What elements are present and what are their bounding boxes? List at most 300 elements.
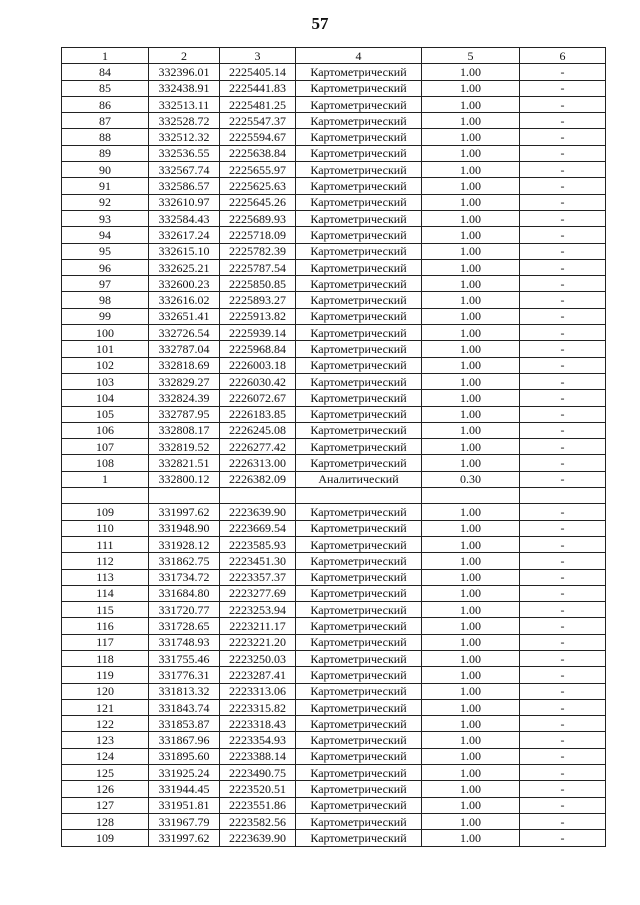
note-cell: - — [520, 406, 606, 422]
y-coordinate-cell: 2223357.37 — [220, 569, 296, 585]
accuracy-cell: 1.00 — [422, 178, 520, 194]
page-number: 57 — [311, 14, 329, 33]
table-row — [62, 488, 606, 504]
method-cell: Картометрический — [296, 243, 422, 259]
x-coordinate-cell: 332818.69 — [149, 357, 220, 373]
point-number-cell: 119 — [62, 667, 149, 683]
table-row — [62, 765, 606, 781]
table-row — [62, 781, 606, 797]
x-coordinate-cell: 332651.41 — [149, 308, 220, 324]
table-row — [62, 178, 606, 194]
table-row — [62, 390, 606, 406]
header-cell-6: 6 — [520, 48, 606, 64]
accuracy-cell: 1.00 — [422, 781, 520, 797]
note-cell: - — [520, 373, 606, 389]
accuracy-cell: 1.00 — [422, 732, 520, 748]
method-cell: Картометрический — [296, 683, 422, 699]
method-cell: Картометрический — [296, 373, 422, 389]
note-cell: - — [520, 439, 606, 455]
method-cell: Картометрический — [296, 455, 422, 471]
note-cell: - — [520, 292, 606, 308]
note-cell: - — [520, 390, 606, 406]
y-coordinate-cell: 2223585.93 — [220, 536, 296, 552]
method-cell: Картометрический — [296, 585, 422, 601]
note-cell: - — [520, 667, 606, 683]
point-number-cell: 92 — [62, 194, 149, 210]
method-cell: Картометрический — [296, 618, 422, 634]
accuracy-cell: 1.00 — [422, 227, 520, 243]
accuracy-cell: 1.00 — [422, 618, 520, 634]
table-row — [62, 520, 606, 536]
table-row — [62, 194, 606, 210]
note-cell: - — [520, 683, 606, 699]
point-number-cell: 120 — [62, 683, 149, 699]
note-cell: - — [520, 553, 606, 569]
accuracy-cell: 1.00 — [422, 341, 520, 357]
y-coordinate-cell: 2223221.20 — [220, 634, 296, 650]
method-cell: Картометрический — [296, 96, 422, 112]
accuracy-cell: 1.00 — [422, 667, 520, 683]
method-cell: Картометрический — [296, 276, 422, 292]
table-row — [62, 602, 606, 618]
method-cell: Картометрический — [296, 813, 422, 829]
accuracy-cell: 1.00 — [422, 439, 520, 455]
point-number-cell: 87 — [62, 113, 149, 129]
note-cell: - — [520, 162, 606, 178]
note-cell: - — [520, 422, 606, 438]
table-row — [62, 373, 606, 389]
y-coordinate-cell: 2225968.84 — [220, 341, 296, 357]
x-coordinate-cell: 331867.96 — [149, 732, 220, 748]
table-row — [62, 422, 606, 438]
table-row — [62, 471, 606, 487]
x-coordinate-cell: 331895.60 — [149, 748, 220, 764]
x-coordinate-cell: 331755.46 — [149, 650, 220, 666]
accuracy-cell: 1.00 — [422, 243, 520, 259]
table-body — [62, 64, 606, 846]
note-cell: - — [520, 569, 606, 585]
table-row — [62, 732, 606, 748]
accuracy-cell: 1.00 — [422, 80, 520, 96]
method-cell: Картометрический — [296, 406, 422, 422]
accuracy-cell: 1.00 — [422, 194, 520, 210]
note-cell: - — [520, 145, 606, 161]
table-row — [62, 699, 606, 715]
accuracy-cell: 1.00 — [422, 292, 520, 308]
method-cell: Картометрический — [296, 634, 422, 650]
accuracy-cell: 1.00 — [422, 325, 520, 341]
method-cell: Картометрический — [296, 716, 422, 732]
point-number-cell: 121 — [62, 699, 149, 715]
x-coordinate-cell: 332829.27 — [149, 373, 220, 389]
table-row — [62, 276, 606, 292]
note-cell: - — [520, 64, 606, 80]
note-cell — [520, 488, 606, 504]
x-coordinate-cell: 332821.51 — [149, 455, 220, 471]
y-coordinate-cell: 2223354.93 — [220, 732, 296, 748]
y-coordinate-cell: 2223388.14 — [220, 748, 296, 764]
note-cell: - — [520, 96, 606, 112]
y-coordinate-cell: 2223318.43 — [220, 716, 296, 732]
accuracy-cell: 1.00 — [422, 683, 520, 699]
table-row — [62, 536, 606, 552]
method-cell: Картометрический — [296, 227, 422, 243]
point-number-cell: 122 — [62, 716, 149, 732]
point-number-cell: 97 — [62, 276, 149, 292]
x-coordinate-cell: 332512.32 — [149, 129, 220, 145]
y-coordinate-cell: 2223315.82 — [220, 699, 296, 715]
x-coordinate-cell: 331944.45 — [149, 781, 220, 797]
accuracy-cell: 1.00 — [422, 569, 520, 585]
method-cell: Картометрический — [296, 64, 422, 80]
table-row — [62, 618, 606, 634]
table-row — [62, 683, 606, 699]
accuracy-cell: 1.00 — [422, 520, 520, 536]
point-number-cell: 89 — [62, 145, 149, 161]
x-coordinate-cell: 331728.65 — [149, 618, 220, 634]
point-number-cell: 105 — [62, 406, 149, 422]
y-coordinate-cell: 2223582.56 — [220, 813, 296, 829]
y-coordinate-cell: 2223253.94 — [220, 602, 296, 618]
x-coordinate-cell: 332787.95 — [149, 406, 220, 422]
note-cell: - — [520, 536, 606, 552]
y-coordinate-cell: 2226030.42 — [220, 373, 296, 389]
note-cell: - — [520, 781, 606, 797]
note-cell: - — [520, 178, 606, 194]
table-row — [62, 667, 606, 683]
accuracy-cell: 1.00 — [422, 585, 520, 601]
y-coordinate-cell: 2223639.90 — [220, 830, 296, 846]
table-row — [62, 830, 606, 846]
point-number-cell: 91 — [62, 178, 149, 194]
note-cell: - — [520, 357, 606, 373]
note-cell: - — [520, 520, 606, 536]
point-number-cell: 128 — [62, 813, 149, 829]
y-coordinate-cell: 2225655.97 — [220, 162, 296, 178]
point-number-cell: 116 — [62, 618, 149, 634]
point-number-cell: 111 — [62, 536, 149, 552]
table-row — [62, 797, 606, 813]
method-cell: Картометрический — [296, 667, 422, 683]
x-coordinate-cell: 331925.24 — [149, 765, 220, 781]
x-coordinate-cell: 332617.24 — [149, 227, 220, 243]
method-cell: Картометрический — [296, 341, 422, 357]
x-coordinate-cell: 331928.12 — [149, 536, 220, 552]
accuracy-cell: 0.30 — [422, 471, 520, 487]
point-number-cell: 104 — [62, 390, 149, 406]
method-cell: Картометрический — [296, 113, 422, 129]
method-cell: Картометрический — [296, 308, 422, 324]
accuracy-cell: 1.00 — [422, 553, 520, 569]
table-row — [62, 341, 606, 357]
table-row — [62, 129, 606, 145]
method-cell: Картометрический — [296, 259, 422, 275]
point-number-cell: 88 — [62, 129, 149, 145]
point-number-cell: 98 — [62, 292, 149, 308]
point-number-cell: 94 — [62, 227, 149, 243]
point-number-cell: 117 — [62, 634, 149, 650]
table-row — [62, 553, 606, 569]
table-header — [62, 48, 606, 64]
note-cell: - — [520, 129, 606, 145]
y-coordinate-cell: 2223313.06 — [220, 683, 296, 699]
point-number-cell: 93 — [62, 210, 149, 226]
x-coordinate-cell: 332438.91 — [149, 80, 220, 96]
x-coordinate-cell: 332625.21 — [149, 259, 220, 275]
x-coordinate-cell: 332586.57 — [149, 178, 220, 194]
coordinates-table — [61, 47, 606, 847]
accuracy-cell: 1.00 — [422, 699, 520, 715]
y-coordinate-cell: 2226245.08 — [220, 422, 296, 438]
x-coordinate-cell: 331997.62 — [149, 830, 220, 846]
accuracy-cell: 1.00 — [422, 797, 520, 813]
note-cell: - — [520, 210, 606, 226]
point-number-cell: 103 — [62, 373, 149, 389]
y-coordinate-cell: 2225939.14 — [220, 325, 296, 341]
y-coordinate-cell: 2223490.75 — [220, 765, 296, 781]
accuracy-cell: 1.00 — [422, 390, 520, 406]
point-number-cell: 96 — [62, 259, 149, 275]
table-row — [62, 259, 606, 275]
method-cell: Картометрический — [296, 439, 422, 455]
point-number-cell: 85 — [62, 80, 149, 96]
y-coordinate-cell — [220, 488, 296, 504]
x-coordinate-cell: 332616.02 — [149, 292, 220, 308]
note-cell: - — [520, 699, 606, 715]
y-coordinate-cell: 2223520.51 — [220, 781, 296, 797]
method-cell: Картометрический — [296, 650, 422, 666]
x-coordinate-cell: 332824.39 — [149, 390, 220, 406]
method-cell: Картометрический — [296, 194, 422, 210]
y-coordinate-cell: 2225689.93 — [220, 210, 296, 226]
x-coordinate-cell: 331951.81 — [149, 797, 220, 813]
x-coordinate-cell: 331734.72 — [149, 569, 220, 585]
y-coordinate-cell: 2225913.82 — [220, 308, 296, 324]
y-coordinate-cell: 2226313.00 — [220, 455, 296, 471]
header-cell-5: 5 — [422, 48, 520, 64]
y-coordinate-cell: 2225718.09 — [220, 227, 296, 243]
note-cell: - — [520, 830, 606, 846]
table-row — [62, 504, 606, 520]
method-cell: Аналитический — [296, 471, 422, 487]
table-row — [62, 80, 606, 96]
x-coordinate-cell: 332528.72 — [149, 113, 220, 129]
table-row — [62, 569, 606, 585]
y-coordinate-cell: 2223451.30 — [220, 553, 296, 569]
x-coordinate-cell: 332726.54 — [149, 325, 220, 341]
table-row — [62, 96, 606, 112]
y-coordinate-cell: 2223639.90 — [220, 504, 296, 520]
header-cell-1: 1 — [62, 48, 149, 64]
point-number-cell: 100 — [62, 325, 149, 341]
accuracy-cell: 1.00 — [422, 308, 520, 324]
x-coordinate-cell: 331862.75 — [149, 553, 220, 569]
header-cell-2: 2 — [149, 48, 220, 64]
method-cell: Картометрический — [296, 162, 422, 178]
y-coordinate-cell: 2223250.03 — [220, 650, 296, 666]
method-cell: Картометрический — [296, 129, 422, 145]
table-row — [62, 64, 606, 80]
y-coordinate-cell: 2225638.84 — [220, 145, 296, 161]
accuracy-cell: 1.00 — [422, 422, 520, 438]
note-cell: - — [520, 455, 606, 471]
table-row — [62, 243, 606, 259]
accuracy-cell: 1.00 — [422, 748, 520, 764]
x-coordinate-cell: 332567.74 — [149, 162, 220, 178]
x-coordinate-cell: 332787.04 — [149, 341, 220, 357]
x-coordinate-cell: 331720.77 — [149, 602, 220, 618]
x-coordinate-cell: 331776.31 — [149, 667, 220, 683]
point-number-cell: 113 — [62, 569, 149, 585]
point-number-cell — [62, 488, 149, 504]
y-coordinate-cell: 2226003.18 — [220, 357, 296, 373]
note-cell: - — [520, 243, 606, 259]
table-row — [62, 634, 606, 650]
x-coordinate-cell: 332584.43 — [149, 210, 220, 226]
method-cell: Картометрический — [296, 830, 422, 846]
point-number-cell: 95 — [62, 243, 149, 259]
y-coordinate-cell: 2225481.25 — [220, 96, 296, 112]
x-coordinate-cell: 332610.97 — [149, 194, 220, 210]
header-cell-4: 4 — [296, 48, 422, 64]
x-coordinate-cell: 332396.01 — [149, 64, 220, 80]
accuracy-cell: 1.00 — [422, 455, 520, 471]
note-cell: - — [520, 227, 606, 243]
method-cell: Картометрический — [296, 781, 422, 797]
accuracy-cell — [422, 488, 520, 504]
y-coordinate-cell: 2226072.67 — [220, 390, 296, 406]
method-cell: Картометрический — [296, 145, 422, 161]
method-cell: Картометрический — [296, 422, 422, 438]
x-coordinate-cell: 332808.17 — [149, 422, 220, 438]
point-number-cell: 102 — [62, 357, 149, 373]
table-row — [62, 406, 606, 422]
method-cell: Картометрический — [296, 797, 422, 813]
x-coordinate-cell: 332600.23 — [149, 276, 220, 292]
accuracy-cell: 1.00 — [422, 716, 520, 732]
x-coordinate-cell: 331853.87 — [149, 716, 220, 732]
method-cell: Картометрический — [296, 80, 422, 96]
table-row — [62, 292, 606, 308]
note-cell: - — [520, 276, 606, 292]
point-number-cell: 1 — [62, 471, 149, 487]
x-coordinate-cell: 331967.79 — [149, 813, 220, 829]
table-row — [62, 650, 606, 666]
table-row — [62, 716, 606, 732]
note-cell: - — [520, 471, 606, 487]
accuracy-cell: 1.00 — [422, 406, 520, 422]
method-cell: Картометрический — [296, 325, 422, 341]
y-coordinate-cell: 2225850.85 — [220, 276, 296, 292]
method-cell: Картометрический — [296, 210, 422, 226]
accuracy-cell: 1.00 — [422, 634, 520, 650]
accuracy-cell: 1.00 — [422, 145, 520, 161]
y-coordinate-cell: 2225787.54 — [220, 259, 296, 275]
point-number-cell: 106 — [62, 422, 149, 438]
method-cell: Картометрический — [296, 699, 422, 715]
table-row — [62, 308, 606, 324]
table-row — [62, 439, 606, 455]
table-row — [62, 813, 606, 829]
table-row — [62, 210, 606, 226]
accuracy-cell: 1.00 — [422, 162, 520, 178]
note-cell: - — [520, 732, 606, 748]
y-coordinate-cell: 2226277.42 — [220, 439, 296, 455]
table-row — [62, 357, 606, 373]
point-number-cell: 99 — [62, 308, 149, 324]
note-cell: - — [520, 813, 606, 829]
x-coordinate-cell — [149, 488, 220, 504]
method-cell: Картометрический — [296, 504, 422, 520]
x-coordinate-cell: 331948.90 — [149, 520, 220, 536]
y-coordinate-cell: 2225547.37 — [220, 113, 296, 129]
note-cell: - — [520, 113, 606, 129]
y-coordinate-cell: 2226183.85 — [220, 406, 296, 422]
point-number-cell: 107 — [62, 439, 149, 455]
method-cell: Картометрический — [296, 602, 422, 618]
note-cell: - — [520, 325, 606, 341]
method-cell: Картометрический — [296, 390, 422, 406]
point-number-cell: 118 — [62, 650, 149, 666]
x-coordinate-cell: 331843.74 — [149, 699, 220, 715]
point-number-cell: 125 — [62, 765, 149, 781]
x-coordinate-cell: 331684.80 — [149, 585, 220, 601]
point-number-cell: 110 — [62, 520, 149, 536]
accuracy-cell: 1.00 — [422, 259, 520, 275]
point-number-cell: 126 — [62, 781, 149, 797]
y-coordinate-cell: 2223277.69 — [220, 585, 296, 601]
x-coordinate-cell: 331813.32 — [149, 683, 220, 699]
accuracy-cell: 1.00 — [422, 536, 520, 552]
note-cell: - — [520, 341, 606, 357]
point-number-cell: 114 — [62, 585, 149, 601]
point-number-cell: 112 — [62, 553, 149, 569]
point-number-cell: 90 — [62, 162, 149, 178]
accuracy-cell: 1.00 — [422, 830, 520, 846]
x-coordinate-cell: 332800.12 — [149, 471, 220, 487]
note-cell: - — [520, 716, 606, 732]
accuracy-cell: 1.00 — [422, 129, 520, 145]
table-row — [62, 227, 606, 243]
accuracy-cell: 1.00 — [422, 650, 520, 666]
note-cell: - — [520, 585, 606, 601]
y-coordinate-cell: 2225782.39 — [220, 243, 296, 259]
y-coordinate-cell: 2226382.09 — [220, 471, 296, 487]
note-cell: - — [520, 602, 606, 618]
accuracy-cell: 1.00 — [422, 210, 520, 226]
method-cell: Картометрический — [296, 357, 422, 373]
point-number-cell: 123 — [62, 732, 149, 748]
note-cell: - — [520, 748, 606, 764]
table-row — [62, 162, 606, 178]
y-coordinate-cell: 2223287.41 — [220, 667, 296, 683]
y-coordinate-cell: 2223551.86 — [220, 797, 296, 813]
accuracy-cell: 1.00 — [422, 504, 520, 520]
point-number-cell: 101 — [62, 341, 149, 357]
table-row — [62, 748, 606, 764]
x-coordinate-cell: 332536.55 — [149, 145, 220, 161]
note-cell: - — [520, 194, 606, 210]
x-coordinate-cell: 331997.62 — [149, 504, 220, 520]
note-cell: - — [520, 797, 606, 813]
method-cell: Картометрический — [296, 748, 422, 764]
y-coordinate-cell: 2225441.83 — [220, 80, 296, 96]
y-coordinate-cell: 2225625.63 — [220, 178, 296, 194]
note-cell: - — [520, 650, 606, 666]
point-number-cell: 109 — [62, 504, 149, 520]
x-coordinate-cell: 332513.11 — [149, 96, 220, 112]
method-cell: Картометрический — [296, 553, 422, 569]
